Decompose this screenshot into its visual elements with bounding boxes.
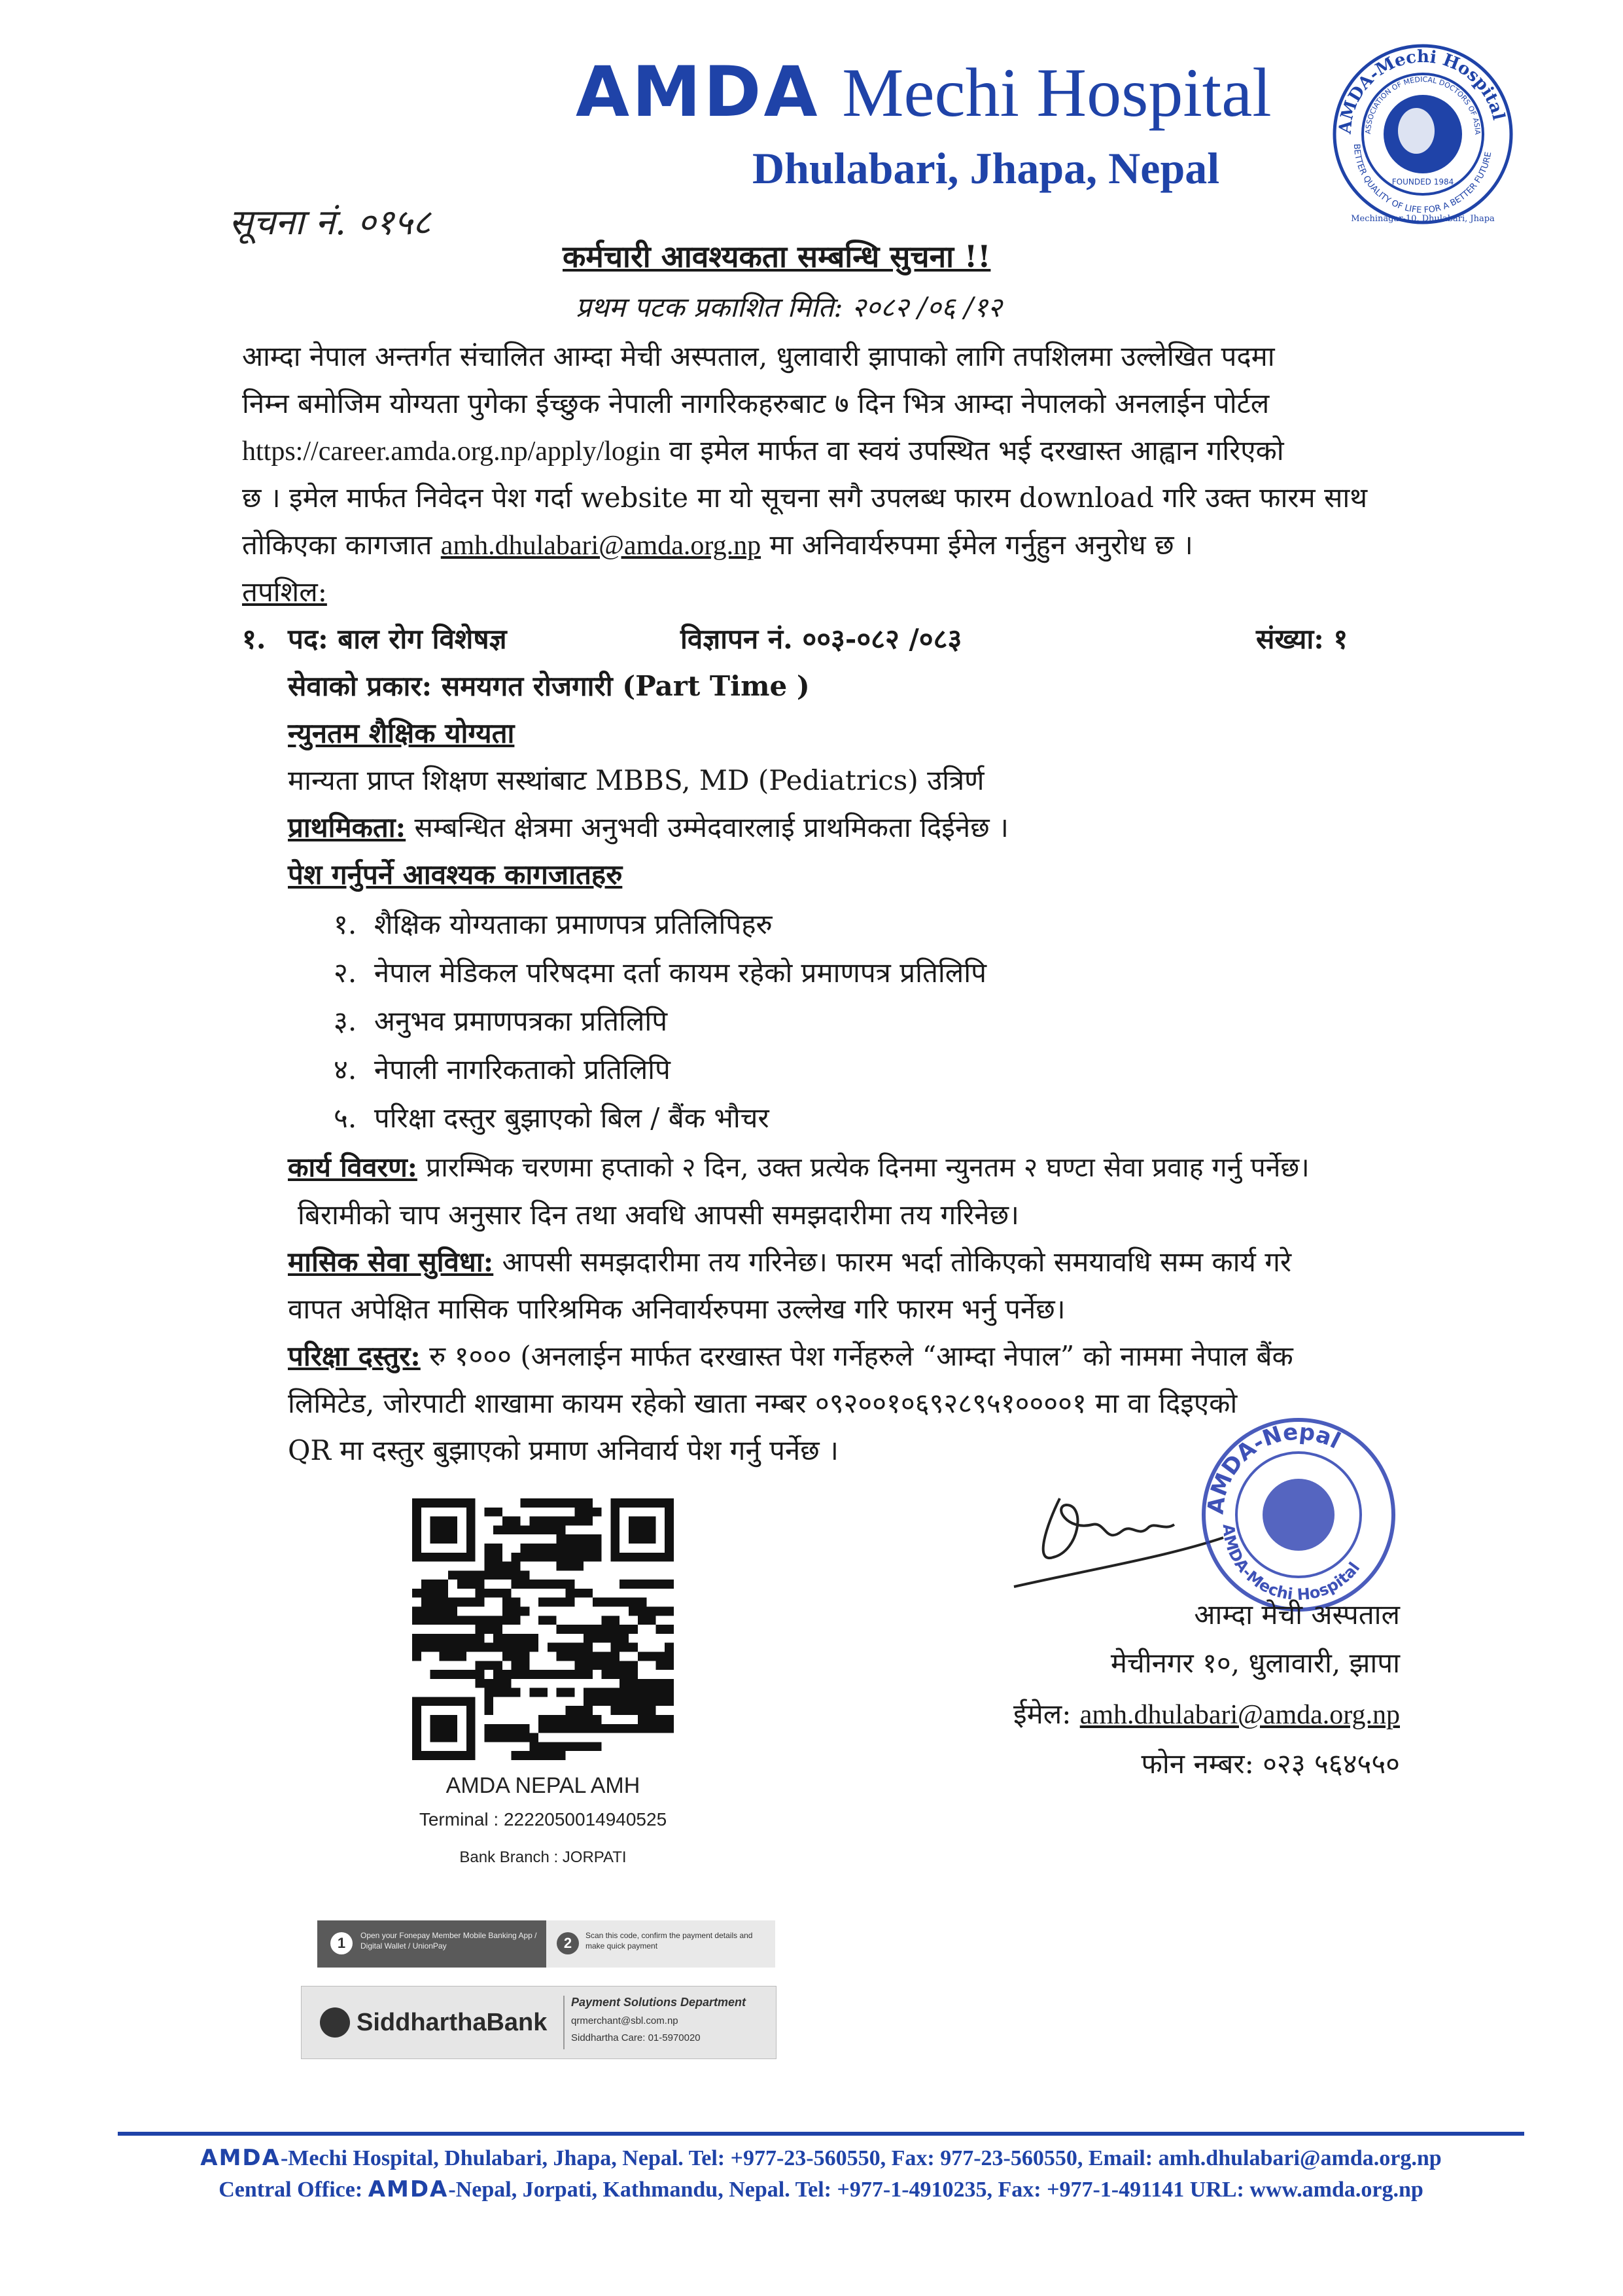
signatory-org: आम्दा मेची अस्पताल xyxy=(1194,1598,1400,1631)
bank-dept-care: Siddhartha Care: 01-5970020 xyxy=(571,2032,701,2043)
doc-text: नेपाल मेडिकल परिषदमा दर्ता कायम रहेको प्रमाणपत्र प्रतिलिपि xyxy=(374,957,987,989)
min-qualification: मान्यता प्राप्त शिक्षण सस्थांबाट MBBS, MD (Pediatrics) उत्रिर्ण xyxy=(288,764,985,796)
salary-text-1: आपसी समझदारीमा तय गरिनेछ। फारम भर्दा तोकिएको समयावधि सम्म कार्य गरे xyxy=(502,1246,1292,1278)
qr-bank-branch: Bank Branch : JORPATI xyxy=(459,1848,627,1866)
qr-terminal: Terminal : 2222050014940525 xyxy=(419,1809,667,1829)
email-link[interactable]: amh.dhulabari@amda.org.np xyxy=(440,531,761,561)
priority-text: सम्बन्धित क्षेत्रमा अनुभवी उम्मेदवारलाई प्राथमिकता दिईनेछ । xyxy=(414,811,1009,843)
intro-line-3-rest: वा इमेल मार्फत वा स्वयं उपस्थित भई दरखास्त आह्वान गरिएको xyxy=(669,434,1284,467)
step-2-badge: 2 xyxy=(557,1932,579,1954)
work-row xyxy=(288,1152,1310,1184)
doc-text: परिक्षा दस्तुर बुझाएको बिल / बैंक भौचर xyxy=(374,1102,769,1134)
intro-line-1: आम्दा नेपाल अन्तर्गत संचालित आम्दा मेची अस्पताल, धुलावारी झापाको लागि तपशिलमा उल्लेखित पदमा xyxy=(242,340,1275,372)
footer-divider xyxy=(118,2132,1524,2136)
advert-number: विज्ञापन नं. ००३-०८२ /०८३ xyxy=(680,623,962,655)
hospital-logo xyxy=(1328,39,1518,229)
bank-banner xyxy=(301,1986,777,2059)
salary-row xyxy=(288,1246,1291,1279)
notice-number: सूचना नं. ०१५८ xyxy=(229,202,431,243)
post-title: पद: बाल रोग विशेषज्ञ xyxy=(288,623,507,655)
post-number: १. xyxy=(242,623,266,655)
intro-line-4: छ । इमेल मार्फत निवेदन पेश गर्दा website मा यो सूचना सगै उपलब्ध फारम download गरि उक्त फारम साथ xyxy=(242,482,1368,514)
signatory-email-link[interactable]: amh.dhulabari@amda.org.np xyxy=(1079,1700,1400,1730)
email-label: ईमेल: xyxy=(1013,1698,1072,1730)
signatory-email-row xyxy=(916,1695,1400,1732)
footer-central-contact: -Nepal, Jorpati, Kathmandu, Nepal. Tel: +977-1-4910235, Fax: +977-1-491141 URL: www.amda.org.np xyxy=(448,2178,1423,2202)
published-date: प्रथम पटक प्रकाशित मिति: २०८२ /०६ /१२ xyxy=(576,291,1002,323)
stamp-bottom-text: AMDA-Mechi Hospital xyxy=(1219,1523,1364,1604)
footer-amda: AMDA xyxy=(200,2145,281,2171)
brand-hospital: Mechi Hospital xyxy=(842,54,1272,131)
signatory-address: मेचीनगर १०, धुलावारी, झापा xyxy=(1110,1647,1400,1679)
doc-item xyxy=(334,957,986,989)
work-label: कार्य विवरण: xyxy=(288,1152,417,1183)
logo-title: AMDA-Mechi Hospital xyxy=(1335,46,1509,135)
service-type: सेवाको प्रकार: समयगत रोजगारी (Part Time ) xyxy=(288,670,810,702)
doc-num: २. xyxy=(334,957,357,989)
brand-amda: AMDA xyxy=(576,52,820,132)
intro-line-5-post: मा अनिवार्यरुपमा ईमेल गर्नुहुन अनुरोध छ । xyxy=(769,529,1193,561)
intro-line-5-pre: तोकिएका कागजात xyxy=(242,529,432,561)
official-stamp xyxy=(1197,1413,1400,1616)
career-portal-link[interactable]: https://career.amda.org.np/apply/login xyxy=(242,436,661,467)
fee-text-3: QR मा दस्तुर बुझाएको प्रमाण अनिवार्य पेश गर्नु पर्नेछ । xyxy=(288,1434,839,1466)
documents-label: पेश गर्नुपर्ने आवश्यक कागजातहरु xyxy=(288,858,623,891)
fonepay-instructions xyxy=(317,1920,775,1968)
bank-logo-icon xyxy=(320,2007,350,2038)
work-text-1: प्रारम्भिक चरणमा हप्ताको २ दिन, उक्त प्रत्येक दिनमा न्युनतम २ घण्टा सेवा प्रवाह गर्नु पर्नेछ। xyxy=(425,1152,1310,1183)
bank-dept: Payment Solutions Department xyxy=(571,1996,746,2009)
signatory-phone: फोन नम्बर: ०२३ ५६४५५० xyxy=(1141,1748,1400,1780)
details-label: तपशिल: xyxy=(242,576,327,608)
footer-line-2 xyxy=(118,2176,1524,2202)
fee-label: परिक्षा दस्तुर: xyxy=(288,1340,421,1372)
doc-text: शैक्षिक योग्यताका प्रमाणपत्र प्रतिलिपिहरु xyxy=(374,908,773,940)
doc-item xyxy=(334,1053,671,1086)
doc-item xyxy=(334,1005,667,1038)
payment-qr-code[interactable] xyxy=(412,1498,674,1760)
doc-item xyxy=(334,908,773,941)
intro-line-5 xyxy=(242,529,1193,562)
intro-line-2: निम्न बमोजिम योग्यता पुगेका ईच्छुक नेपाली नागरिकहरुबाट ७ दिन भित्र आम्दा नेपालको अनलाईन पोर्टल xyxy=(242,387,1270,419)
step-1-badge: 1 xyxy=(330,1932,353,1954)
doc-num: १. xyxy=(334,908,357,940)
qr-merchant-name: AMDA NEPAL AMH xyxy=(445,1773,640,1798)
salary-text-2: वापत अपेक्षित मासिक पारिश्रमिक अनिवार्यरुपमा उल्लेख गरि फारम भर्नु पर्नेछ। xyxy=(288,1293,1066,1325)
step-2-text: Scan this code, confirm the payment details and make quick payment xyxy=(585,1931,753,1951)
footer-line-1 xyxy=(118,2145,1524,2171)
footer-amda-2: AMDA xyxy=(368,2176,449,2202)
step-1-text: Open your Fonepay Member Mobile Banking App / Digital Wallet / UnionPay xyxy=(360,1931,537,1951)
post-count: संख्या: १ xyxy=(1256,623,1348,655)
doc-num: ५. xyxy=(334,1102,357,1134)
footer-central-label: Central Office: xyxy=(218,2178,363,2202)
stamp-top-text: AMDA-Nepal xyxy=(1202,1419,1345,1516)
logo-place: Mechinagar-10, Dhulabari, Jhapa xyxy=(1351,214,1495,224)
doc-text: अनुभव प्रमाणपत्रका प्रतिलिपि xyxy=(374,1005,668,1037)
logo-ring-text: ASSOCIATION OF MEDICAL DOCTORS OF ASIA xyxy=(1363,75,1482,135)
doc-item xyxy=(334,1102,769,1135)
logo-motto: BETTER QUALITY OF LIFE FOR A BETTER FUTURE xyxy=(1351,143,1494,216)
doc-num: ३. xyxy=(334,1005,357,1037)
work-text-2: बिरामीको चाप अनुसार दिन तथा अवधि आपसी समझदारीमा तय गरिनेछ। xyxy=(298,1199,1019,1231)
priority-row xyxy=(288,811,1009,844)
fee-text-1: रु १००० (अनलाईन मार्फत दरखास्त पेश गर्नेहरुले “आम्दा नेपाल” को नाममा नेपाल बैंक xyxy=(429,1340,1293,1372)
fee-row xyxy=(288,1340,1293,1373)
hospital-location: Dhulabari, Jhapa, Nepal xyxy=(752,143,1220,193)
doc-num: ४. xyxy=(334,1053,357,1086)
priority-label: प्राथमिकता: xyxy=(288,811,406,843)
footer-hospital-contact: -Mechi Hospital, Dhulabari, Jhapa, Nepal. Tel: +977-23-560550, Fax: 977-23-560550, Email: amh.dhulabari@amda.org.np xyxy=(280,2146,1442,2170)
notice-title: कर्मचारी आवश्यकता सम्बन्धि सुचना !! xyxy=(563,239,991,274)
min-qualification-label: न्युनतम शैक्षिक योग्यता xyxy=(288,717,515,749)
bank-name: SiddharthaBank xyxy=(357,2009,548,2036)
logo-founded: FOUNDED 1984 xyxy=(1391,177,1454,186)
hospital-name xyxy=(576,52,1272,132)
salary-label: मासिक सेवा सुविधा: xyxy=(288,1246,494,1278)
fee-text-2: लिमिटेड, जोरपाटी शाखामा कायम रहेको खाता नम्बर ०९२००१०६९२८९५१००००१ मा वा दिइएको xyxy=(288,1387,1238,1419)
intro-line-3 xyxy=(242,434,1284,468)
doc-text: नेपाली नागरिकताको प्रतिलिपि xyxy=(374,1053,671,1086)
bank-dept-email: qrmerchant@sbl.com.np xyxy=(571,2015,678,2026)
